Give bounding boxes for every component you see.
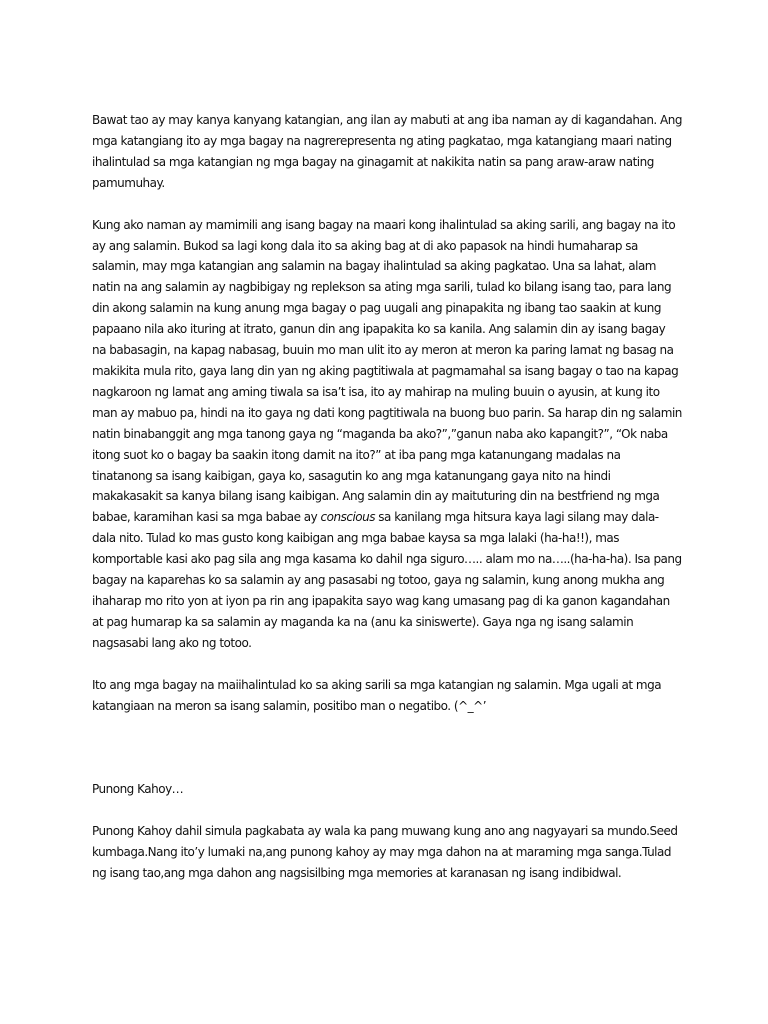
paragraph-conclusion: Ito ang mga bagay na maiihalintulad ko sa aking sarili sa mga katangian ng salamin. Mga ugali at mga katangiaan na meron sa isang salamin, positibo man o negatibo. (^_^’ [92,677,662,713]
paragraph-salamin-text-2: sa kanilang mga hitsura kaya lagi silang may dala-dala nito. Tulad ko mas gusto kong kaibigan ang mga babae kaysa sa mga lalaki (ha-ha!!), mas komportable kasi ako pag sila ang mga kasama ko dahil nga siguro….. alam mo na…..(ha-ha-ha). Isa pang bagay na kaparehas ko sa salamin ay ang pasasabi ng totoo, gaya ng salamin, kung anong mukha ang ihaharap mo rito yon at iyon pa rin ang ipapakita sayo wag kang umasang pag di ka ganon kagandahan at pag humarap ka sa salamin ay maganda ka na (anu ka siniswerte). Gaya nga ng isang salamin nagsasabi lang ako ng totoo. [92,510,682,650]
paragraph-punong-kahoy: Punong Kahoy dahil simula pagkabata ay wala ka pang muwang kung ano ang nagyayari sa mundo.Seed kumbaga.Nang ito’y lumaki na,ang punong kahoy ay may mga dahon na at maraming mga sanga.Tulad ng isang tao,ang mga dahon ang nagsisilbing mga memories at karanasan ng isang indibidwal. [92,824,678,881]
paragraph-salamin-italic-word: conscious [320,510,375,525]
section-heading: Punong Kahoy… [92,782,184,797]
document-body [92,110,682,884]
paragraph-intro: Bawat tao ay may kanya kanyang katangian, ang ilan ay mabuti at ang iba naman ay di kagandahan. Ang mga katangiang ito ay mga bagay na nagrerepresenta ng ating pagkatao, mga katangiang maari nating ihalintulad sa mga katangian ng mga bagay na ginagamit at nakikita natin sa pang araw-araw nating pamumuhay. [92,113,682,190]
paragraph-salamin [92,215,682,654]
paragraph-salamin-text-1: Kung ako naman ay mamimili ang isang bagay na maari kong ihalintulad sa aking sarili, ang bagay na ito ay ang salamin. Bukod sa lagi kong dala ito sa aking bag at di ako papasok na hindi humaharap sa salamin, may mga katangian ang salamin na bagay ihalintulad sa aking pagkatao. Una sa lahat, alam natin na ang salamin ay nagbibigay ng replekson sa ating mga sarili, tulad ko bilang isang tao, para lang din akong salamin na kung anung mga bagay o pag uugali ang pinapakita ng ibang tao saakin at kung papaano nila ako ituring at itrato, ganun din ang ipapakita ko sa kanila. Ang salamin din ay isang bagay na babasagin, na kapag nabasag, buuin mo man ulit ito ay meron at meron ka paring lamat ng basag na makikita mula rito, gaya lang din yan ng aking pagtitiwala at pagmamahal sa isang bagay o tao na kapag nagkaroon ng lamat ang aming tiwala sa isa’t isa, ito ay mahirap na muling buuin o ayusin, at kung ito man ay mabuo pa, hindi na ito gaya ng dati kong pagtitiwala na buong buo parin. Sa harap din ng salamin natin binabanggit ang mga tanong gaya ng “maganda ba ako?”,”ganun naba ako kapangit?”, “Ok naba itong suot ko o bagay ba saakin itong damit na ito?” at iba pang mga katanungang madalas na tinatanong sa isang kaibigan, gaya ko, sasagutin ko ang mga katanungang gaya nito na hindi makakasakit sa kanya bilang isang kaibigan. Ang salamin din ay maituturing din na bestfriend ng mga babae, karamihan kasi sa mga babae ay [92,217,682,525]
